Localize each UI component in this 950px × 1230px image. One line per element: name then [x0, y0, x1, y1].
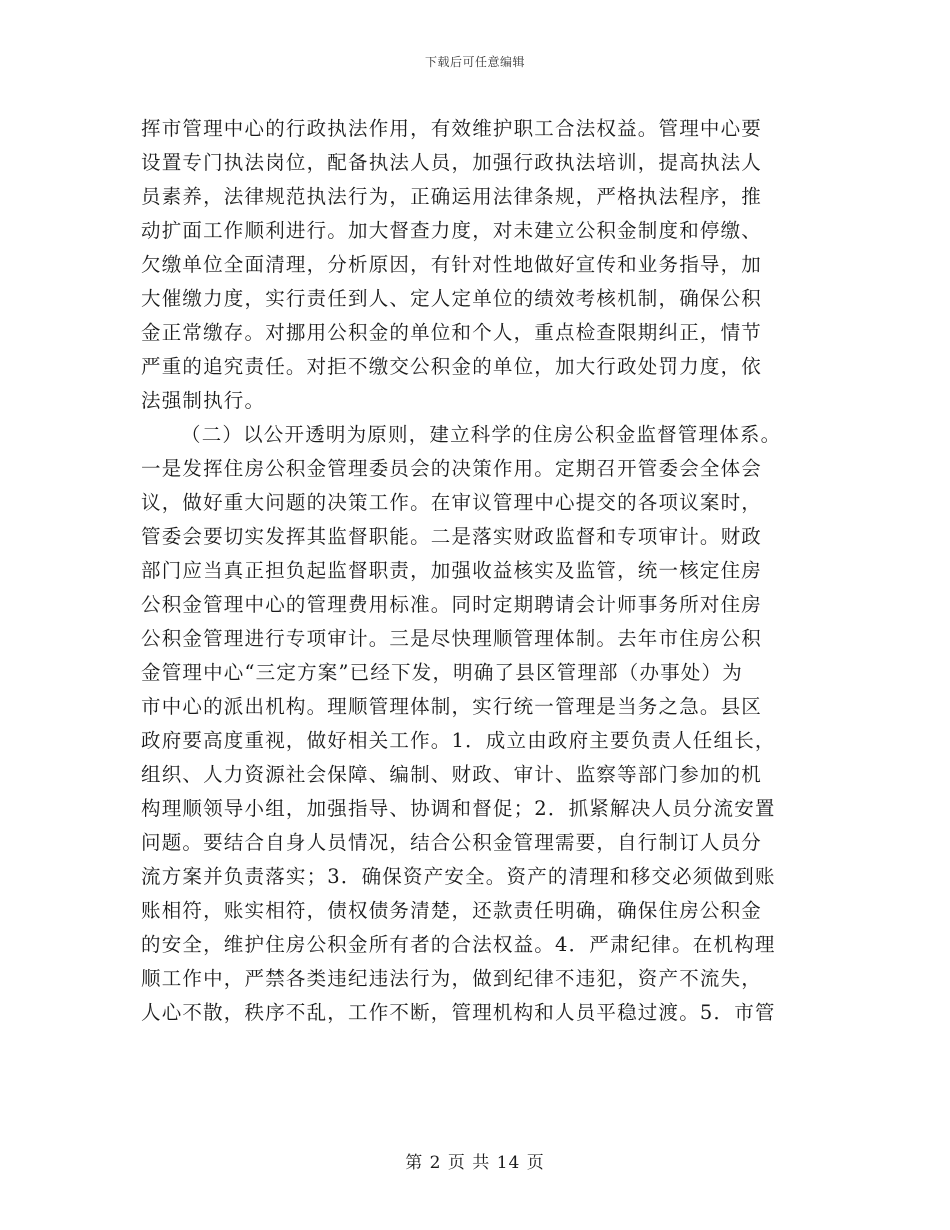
text-line: 政府要高度重视，做好相关工作。1．成立由政府主要负责人任组长，: [141, 729, 776, 752]
text-line: 人心不散，秩序不乱，工作不断，管理机构和人员平稳过渡。5．市管: [141, 1001, 776, 1024]
text-line: 金正常缴存。对挪用公积金的单位和个人，重点检查限期纠正，情节: [141, 321, 763, 344]
text-line: 严重的追究责任。对拒不缴交公积金的单位，加大行政处罚力度，依: [141, 355, 763, 378]
page-number-footer: 第 2 页 共 14 页: [405, 1153, 545, 1173]
text-line: 问题。要结合自身人员情况，结合公积金管理需要，自行制订人员分: [141, 831, 763, 854]
text-line: 法强制执行。: [141, 389, 266, 412]
text-line: 管委会要切实发挥其监督职能。二是落实财政监督和专项审计。财政: [141, 525, 763, 548]
text-line: 公积金管理中心的管理费用标准。同时定期聘请会计师事务所对住房: [141, 593, 763, 616]
text-line: 一是发挥住房公积金管理委员会的决策作用。定期召开管委会全体会: [141, 457, 763, 480]
text-line: 流方案并负责落实；3．确保资产安全。资产的清理和移交必须做到账: [141, 865, 776, 888]
text-line: 挥市管理中心的行政执法作用，有效维护职工合法权益。管理中心要: [141, 117, 763, 140]
text-line: 员素养，法律规范执法行为，正确运用法律条规，严格执法程序，推: [141, 185, 763, 208]
text-line: 顺工作中，严禁各类违纪违法行为，做到纪律不违犯，资产不流失，: [141, 967, 763, 990]
text-line: 组织、人力资源社会保障、编制、财政、审计、监察等部门参加的机: [141, 763, 763, 786]
text-line: 动扩面工作顺利进行。加大督查力度，对未建立公积金制度和停缴、: [141, 219, 763, 242]
text-line: 的安全，维护住房公积金所有者的合法权益。4．严肃纪律。在机构理: [141, 933, 776, 956]
text-line: 市中心的派出机构。理顺管理体制，实行统一管理是当务之急。县区: [141, 695, 763, 718]
text-line: 账相符，账实相符，债权债务清楚，还款责任明确，确保住房公积金: [141, 899, 763, 922]
section-heading-line: （二）以公开透明为原则，建立科学的住房公积金监督管理体系。: [181, 423, 782, 446]
text-line: 设置专门执法岗位，配备执法人员，加强行政执法培训，提高执法人: [141, 151, 763, 174]
document-body: [141, 112, 809, 1030]
text-line: 部门应当真正担负起监督职责，加强收益核实及监管，统一核定住房: [141, 559, 763, 582]
text-line: 议，做好重大问题的决策工作。在审议管理中心提交的各项议案时，: [141, 491, 763, 514]
text-line: 大催缴力度，实行责任到人、定人定单位的绩效考核机制，确保公积: [141, 287, 763, 310]
page-header: 下载后可任意编辑: [424, 55, 525, 69]
text-line: 欠缴单位全面清理，分析原因，有针对性地做好宣传和业务指导，加: [141, 253, 763, 276]
text-line: 公积金管理进行专项审计。三是尽快理顺管理体制。去年市住房公积: [141, 627, 763, 650]
text-line: 金管理中心“三定方案”已经下发，明确了县区管理部（办事处）为: [141, 661, 743, 684]
text-line: 构理顺领导小组，加强指导、协调和督促；2．抓紧解决人员分流安置: [141, 797, 776, 820]
